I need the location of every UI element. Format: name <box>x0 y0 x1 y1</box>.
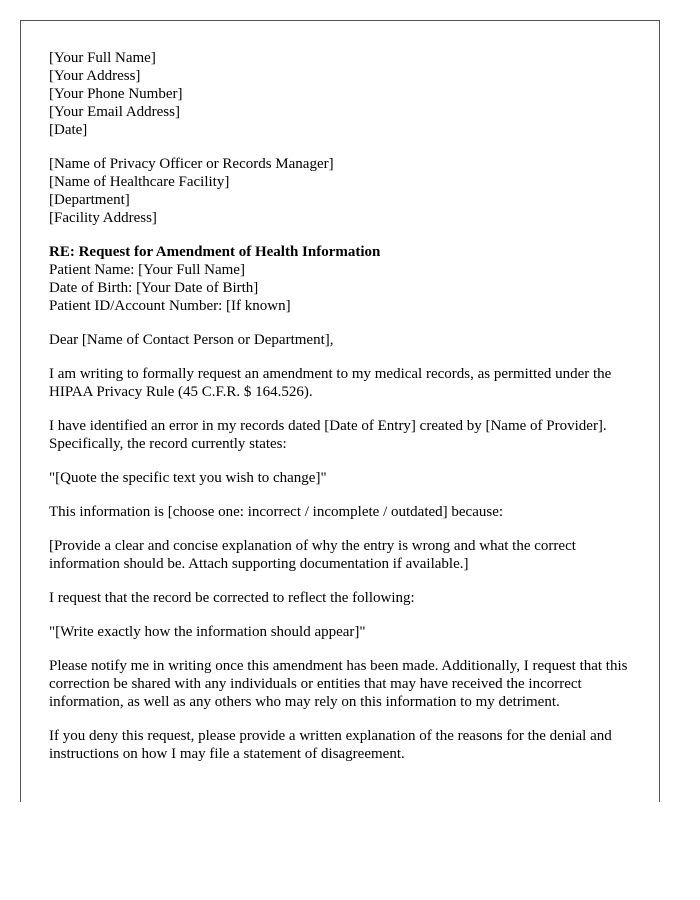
quoted-corrected-text: "[Write exactly how the information should appear]" <box>49 624 366 640</box>
salutation: Dear [Name of Contact Person or Department], <box>49 332 334 348</box>
sender-address: [Your Address] <box>49 68 141 84</box>
body-paragraph-9: If you deny this request, please provide a written explanation of the reasons for the denial and instructions on how I may file a statement of disagreement. <box>49 728 612 762</box>
recipient-address: [Facility Address] <box>49 210 157 226</box>
body-paragraph-1: I am writing to formally request an amendment to my medical records, as permitted under the HIPAA Privacy Rule (45 C.F.R. $ 164.526). <box>49 366 612 400</box>
patient-id: Patient ID/Account Number: [If known] <box>49 298 291 314</box>
sender-phone: [Your Phone Number] <box>49 86 183 102</box>
recipient-facility: [Name of Healthcare Facility] <box>49 174 230 190</box>
recipient-department: [Department] <box>49 192 130 208</box>
subject-line: RE: Request for Amendment of Health Information <box>49 244 381 260</box>
sender-block <box>49 49 633 139</box>
explanation-paragraph: [Provide a clear and concise explanation of why the entry is wrong and what the correct information should be. Attach supporting documentation if available.] <box>49 538 576 572</box>
letter-page <box>20 20 660 802</box>
body-paragraph-8: Please notify me in writing once this amendment has been made. Additionally, I request that this correction be shared with any individuals or entities that may have received the incorrect information, as well as any others who may rely on this information to my detriment. <box>49 658 628 710</box>
body-paragraph-2: I have identified an error in my records dated [Date of Entry] created by [Name of Provider]. Specifically, the record currently states: <box>49 418 607 452</box>
letter-content <box>49 49 633 779</box>
quoted-current-text: "[Quote the specific text you wish to change]" <box>49 470 327 486</box>
letter-date: [Date] <box>49 122 88 138</box>
body-paragraph-4: This information is [choose one: incorrect / incomplete / outdated] because: <box>49 504 504 520</box>
patient-dob: Date of Birth: [Your Date of Birth] <box>49 280 259 296</box>
recipient-block <box>49 155 633 227</box>
patient-name: Patient Name: [Your Full Name] <box>49 262 245 278</box>
subject-block <box>49 243 633 315</box>
sender-email: [Your Email Address] <box>49 104 180 120</box>
sender-name: [Your Full Name] <box>49 50 156 66</box>
recipient-officer: [Name of Privacy Officer or Records Manager] <box>49 156 334 172</box>
body-paragraph-6: I request that the record be corrected to reflect the following: <box>49 590 415 606</box>
